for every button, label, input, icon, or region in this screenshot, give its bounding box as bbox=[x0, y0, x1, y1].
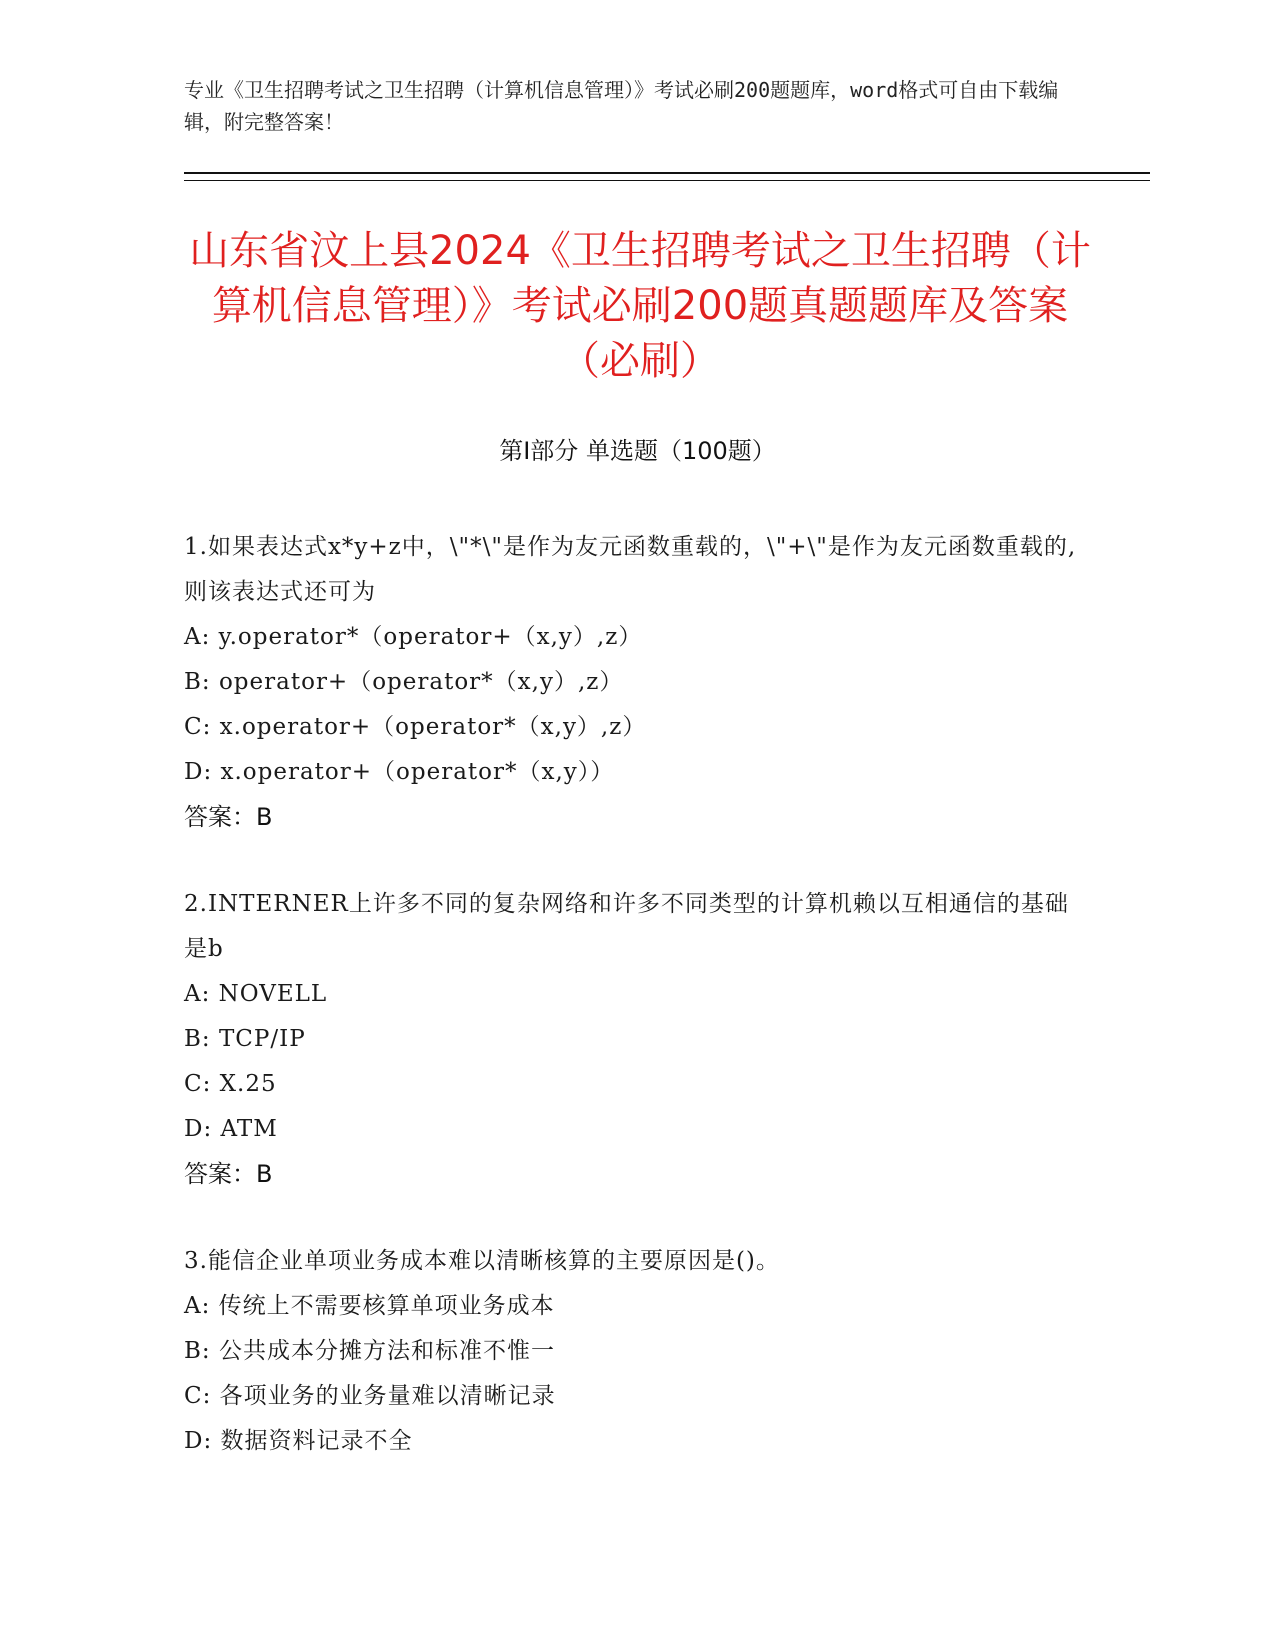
option-d: D: ATM bbox=[184, 1116, 278, 1142]
option-b: B: 公共成本分摊方法和标准不惟一 bbox=[184, 1338, 555, 1364]
option-c: C: 各项业务的业务量难以清晰记录 bbox=[184, 1383, 556, 1409]
question-2 bbox=[184, 882, 1084, 1197]
section-title: 第Ⅰ部分 单选题（100题） bbox=[499, 437, 776, 465]
question-list bbox=[184, 525, 1084, 1506]
header-divider-thin bbox=[184, 180, 1150, 181]
question-1 bbox=[184, 525, 1084, 840]
question-3 bbox=[184, 1239, 1084, 1464]
question-stem: 2.INTERNER上许多不同的复杂网络和许多不同类型的计算机赖以互相通信的基础是b bbox=[184, 891, 1069, 962]
question-stem: 3.能信企业单项业务成本难以清晰核算的主要原因是()。 bbox=[184, 1248, 780, 1274]
option-d: D: x.operator+（operator*（x,y）） bbox=[184, 759, 615, 785]
option-a: A: 传统上不需要核算单项业务成本 bbox=[184, 1293, 555, 1319]
option-d: D: 数据资料记录不全 bbox=[184, 1428, 413, 1454]
option-c: C: x.operator+（operator*（x,y）,z） bbox=[184, 714, 647, 740]
document-title: 山东省汶上县2024《卫生招聘考试之卫生招聘（计算机信息管理）》考试必刷200题真题题库及答案（必刷） bbox=[189, 228, 1091, 384]
header-divider-thick bbox=[184, 172, 1150, 174]
option-b: B: operator+（operator*（x,y）,z） bbox=[184, 669, 624, 695]
option-a: A: NOVELL bbox=[184, 981, 328, 1007]
option-a: A: y.operator*（operator+（x,y）,z） bbox=[184, 624, 643, 650]
answer: 答案：B bbox=[184, 803, 273, 831]
header-note: 专业《卫生招聘考试之卫生招聘（计算机信息管理）》考试必刷200题题库，word格式可自由下载编辑，附完整答案！ bbox=[184, 78, 1059, 134]
option-b: B: TCP/IP bbox=[184, 1026, 306, 1052]
option-c: C: X.25 bbox=[184, 1071, 277, 1097]
question-stem: 1.如果表达式x*y+z中，\"*\"是作为友元函数重载的，\"+\"是作为友元函数重载的,则该表达式还可为 bbox=[184, 534, 1077, 605]
answer: 答案：B bbox=[184, 1160, 273, 1188]
